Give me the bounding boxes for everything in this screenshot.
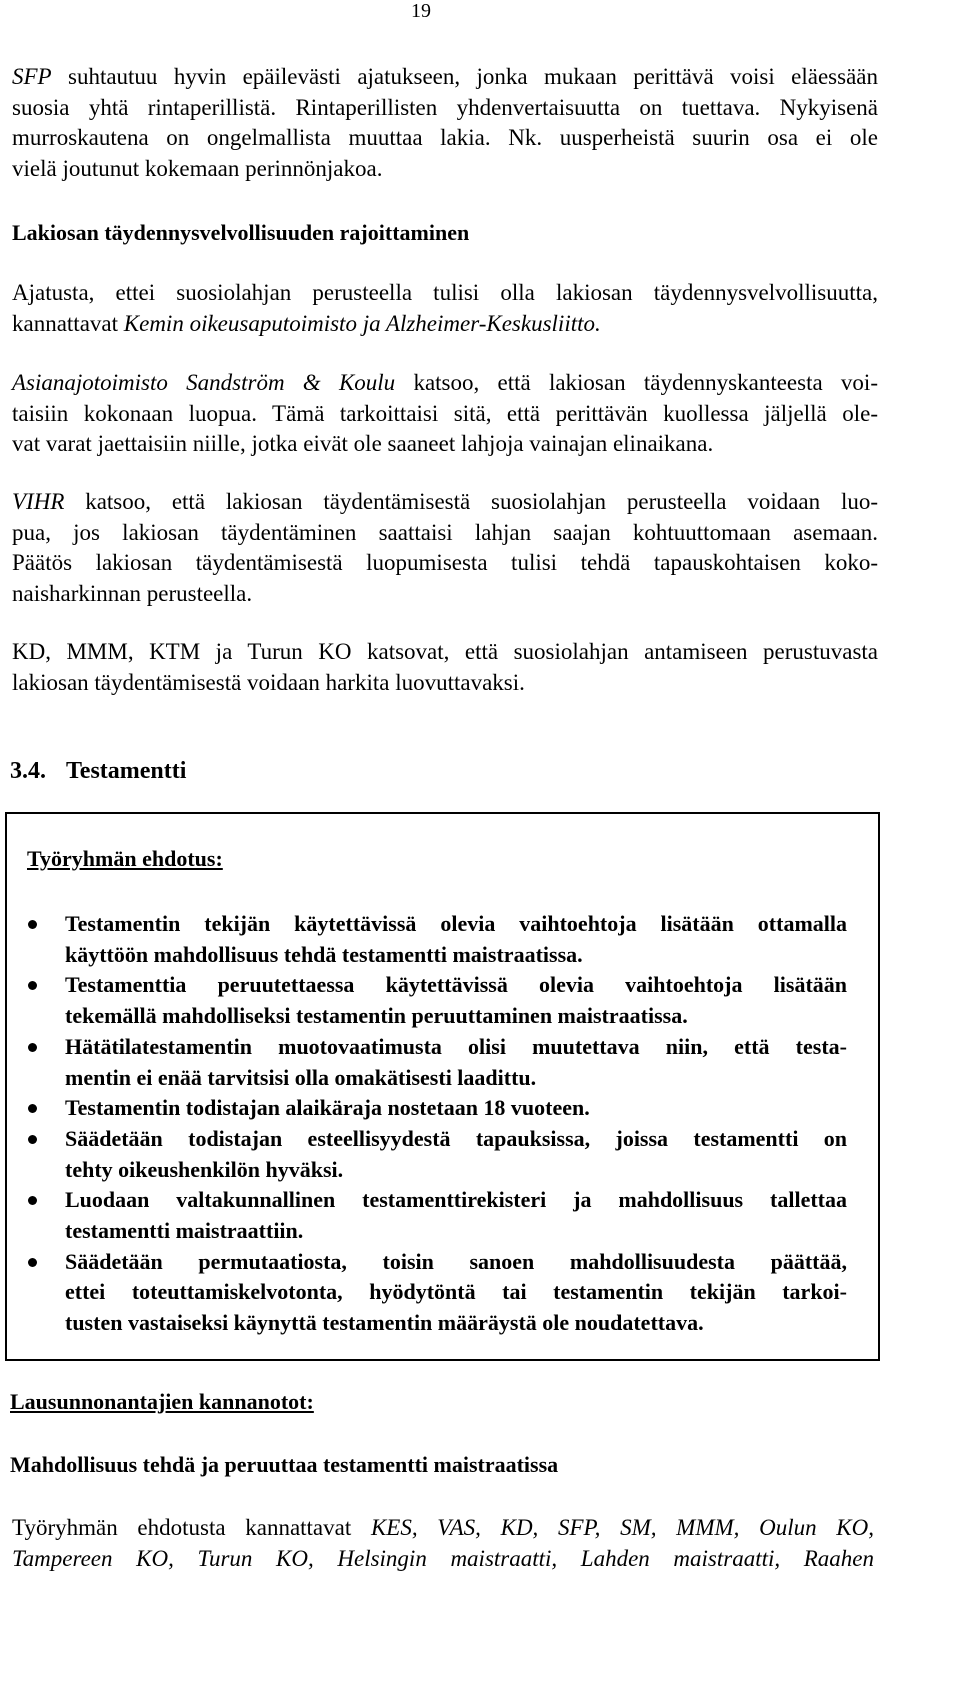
text-span: katsoo, että lakiosan täydentämisestä suosiolahjan perusteella voidaan luo- — [64, 489, 878, 514]
bullet-dot-icon — [28, 1135, 37, 1144]
text-line: taisiin kokonaan luopua. Tämä tarkoittaisi sitä, että perittävän kuollessa jäljellä ole- — [12, 400, 878, 426]
bullet-text-line: Testamentin tekijän käytettävissä olevia vaihtoehtoja lisätään ottamalla — [65, 911, 847, 936]
proposal-bullet-list — [65, 909, 847, 1339]
text-span: Työryhmän ehdotusta kannattavat — [12, 1515, 371, 1540]
bullet-text-line: Luodaan valtakunnallinen testamenttirekisteri ja mahdollisuus tallettaa — [65, 1187, 847, 1213]
section-number: 3.4. — [10, 758, 46, 784]
org-names: Kemin oikeusaputoimisto ja Alzheimer-Keskusliitto. — [123, 310, 601, 336]
statements-heading: Lausunnonantajien kannanotot: — [10, 1389, 314, 1414]
bullet-text-line: käyttöön mahdollisuus tehdä testamentti maistraatissa. — [65, 941, 583, 967]
proposal-bullet-item — [65, 909, 847, 970]
paragraph-kd — [12, 637, 878, 698]
paragraph-vihr — [12, 487, 878, 609]
bullet-text-line: ettei toteuttamiskelvotonta, hyödytöntä tai testamentin tekijän tarkoi- — [65, 1279, 847, 1305]
bullet-text-line: Säädetään permutaatiosta, toisin sanoen mahdollisuudesta päättää, — [65, 1248, 847, 1274]
text-line — [12, 309, 878, 340]
text-line: lakiosan täydentämisestä voidaan harkita luovuttavaksi. — [12, 669, 525, 695]
bullet-text-line: tekemällä mahdolliseksi testamentin peruuttaminen maistraatissa. — [65, 1003, 688, 1029]
text-line: suosia yhtä rintaperillistä. Rintaperillisten yhdenvertaisuutta on tuettava. Nykyisenä — [12, 94, 878, 120]
proposal-bullet-item — [65, 970, 847, 1031]
text-line: suhtautuu hyvin epäilevästi ajatukseen, jonka mukaan perittävä voisi eläessään — [51, 64, 878, 89]
bullet-dot-icon — [28, 1196, 37, 1205]
proposal-bullet-item — [65, 1247, 847, 1339]
intro-paragraph — [12, 62, 878, 184]
bullet-text-line: Testamenttia peruutettaessa käytettävissä olevia vaihtoehtoja lisätään — [65, 972, 847, 998]
proposal-box — [5, 812, 880, 1361]
proposal-bullet-item — [65, 1093, 847, 1124]
text-line: Ajatusta, ettei suosiolahjan perusteella tulisi olla lakiosan täydennysvelvollisuutta, — [12, 280, 878, 305]
final-paragraph — [12, 1513, 874, 1574]
bullet-text-line: tusten vastaiseksi käynyttä testamentin määräystä ole noudatettava. — [65, 1310, 704, 1336]
text-line: Päätös lakiosan täydentämisestä luopumisesta tulisi tehdä tapauskohtaisen koko- — [12, 550, 878, 575]
bullet-text-line: testamentti maistraattiin. — [65, 1218, 304, 1244]
text-span: kannattavat — [12, 310, 124, 336]
org-name: VIHR — [12, 489, 65, 514]
paragraph-limit — [12, 278, 878, 339]
paragraph-sandstrom — [12, 368, 878, 460]
bullet-dot-icon — [28, 1043, 37, 1052]
org-name: Asianajotoimisto Sandström & Koulu — [12, 370, 396, 395]
bullet-text-line: tehty oikeushenkilön hyväksi. — [65, 1156, 344, 1182]
bullet-dot-icon — [28, 1104, 37, 1113]
org-names: Tampereen KO, Turun KO, Helsingin maistraatti, Lahden maistraatti, Raahen — [12, 1545, 874, 1571]
section-name: Testamentti — [66, 758, 187, 784]
text-line: vielä joutunut kokemaan perinnönjakoa. — [12, 155, 383, 181]
bullet-dot-icon — [28, 981, 37, 990]
section-title — [10, 758, 186, 785]
text-line: KD, MMM, KTM ja Turun KO katsovat, että suosiolahjan antamiseen perustuvasta — [12, 639, 878, 664]
proposal-bullet-item — [65, 1124, 847, 1185]
bullet-text-line: Säädetään todistajan esteellisyydestä tapauksissa, joissa testamentti on — [65, 1125, 847, 1151]
org-names: KES, VAS, KD, SFP, SM, MMM, Oulun KO, — [370, 1515, 874, 1540]
sub-heading: Mahdollisuus tehdä ja peruuttaa testamentti maistraatissa — [10, 1452, 559, 1477]
page-number: 19 — [411, 0, 431, 22]
proposal-bullet-item — [65, 1185, 847, 1246]
proposal-bullet-item — [65, 1032, 847, 1093]
bullet-dot-icon — [28, 920, 37, 929]
text-span: katsoo, että lakiosan täydennyskanteesta voi- — [395, 370, 878, 395]
bullet-dot-icon — [28, 1258, 37, 1267]
text-line: vat varat jaettaisiin niille, jotka eivät ole saaneet lahjoja vainajan elinaikana. — [12, 431, 714, 456]
text-line: murroskautena on ongelmallista muuttaa lakia. Nk. uusperheistä suurin osa ei ole — [12, 125, 878, 150]
org-name: SFP — [12, 64, 52, 89]
bullet-text-line: Testamentin todistajan alaikäraja nostetaan 18 vuoteen. — [65, 1095, 590, 1121]
bullet-text-line: Hätätilatestamentin muotovaatimusta olisi muutettava niin, että testa- — [65, 1033, 847, 1059]
text-line: pua, jos lakiosan täydentäminen saattaisi lahjan saajan kohtuuttomaan asemaan. — [12, 519, 878, 545]
proposal-title: Työryhmän ehdotus: — [27, 846, 223, 871]
text-line: naisharkinnan perusteella. — [12, 580, 253, 606]
heading-limit: Lakiosan täydennysvelvollisuuden rajoittaminen — [12, 220, 470, 245]
bullet-text-line: mentin ei enää tarvitsisi olla omakätisesti laadittu. — [65, 1064, 537, 1090]
